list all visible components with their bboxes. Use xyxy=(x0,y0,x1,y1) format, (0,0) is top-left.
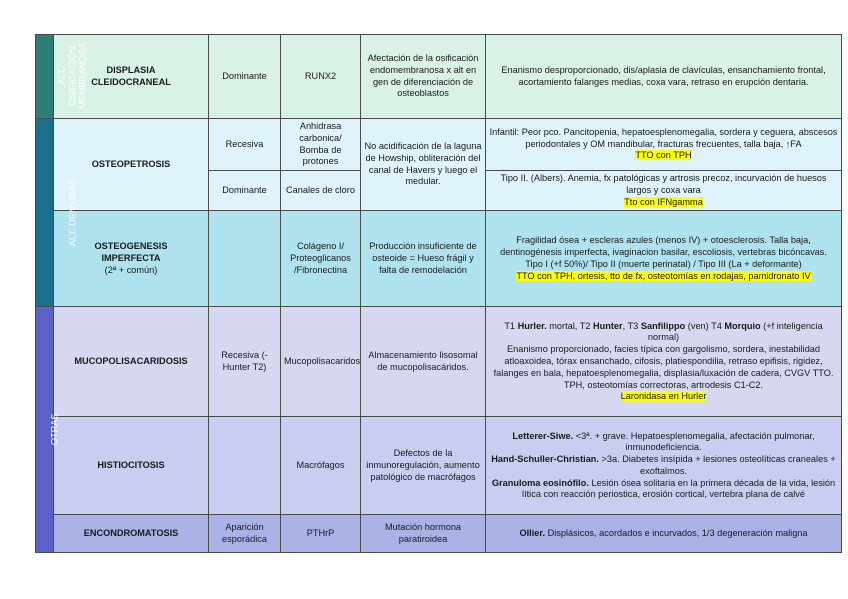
gene-histiocitosis: Macrófagos xyxy=(281,417,361,515)
mechanism-osteopetrosis: No acidificación de la laguna de Howship, obliteración del canal de Havers y luego el medular. xyxy=(361,119,486,211)
features-osteopetrosis-recesiva: Infantil: Peor pco. Pancitopenia, hepatoesplenomegalia, sordera y ceguera, abscesos periodontales y OM mandibular, fracturas frecuentes, talla baja, ↑FA TTO con TPH xyxy=(486,119,842,171)
row-osteopetrosis-recesiva xyxy=(36,119,842,171)
disease-name-encondromatosis: ENCONDROMATOSIS xyxy=(54,515,209,553)
gene-mps: Mucopolisacaridos xyxy=(281,307,361,417)
mechanism-oi: Producción insuficiente de osteoide = Hueso frágil y falta de remodelación xyxy=(361,211,486,307)
features-displasia: Enanismo desproporcionado, dis/aplasia de clavículas, ensanchamiento frontal, acortamiento falanges medias, coxa vara, retraso en erupción dentaria. xyxy=(486,35,842,119)
features-osteopetrosis-dominante: Tipo II. (Albers). Anemia, fx patológicas y artrosis precoz, incurvación de huesos largos y coxa vara Tto con IFNgamma xyxy=(486,171,842,211)
row-encondromatosis xyxy=(36,515,842,553)
row-osteogenesis-imperfecta xyxy=(36,211,842,307)
row-histiocitosis xyxy=(36,417,842,515)
inheritance-oi xyxy=(209,211,281,307)
disease-name-histiocitosis: HISTIOCITOSIS xyxy=(54,417,209,515)
gene-encondromatosis: PTHrP xyxy=(281,515,361,553)
gene-osteopetrosis-recesiva: Anhidrasa carbonica/ Bomba de protones xyxy=(281,119,361,171)
treatment-highlight-osteopetrosis-recesiva: TTO con TPH xyxy=(635,150,692,161)
group-label-osificacion: ALT. OSIFICACIÓN MEMBRANOSA xyxy=(36,35,54,119)
inheritance-mps: Recesiva (- Hunter T2) xyxy=(209,307,281,417)
disease-name-oi: OSTEOGENESIS IMPERFECTA (2ª + común) xyxy=(54,211,209,307)
treatment-highlight-osteopetrosis-dominante: Tto con IFNgamma xyxy=(624,196,703,207)
disease-name-osteopetrosis: OSTEOPETROSIS xyxy=(54,119,209,211)
inheritance-encondromatosis: Aparición esporádica xyxy=(209,515,281,553)
features-oi: Fragilidad ósea + escleras azules (menos IV) + otoesclerosis. Talla baja, dentinogénesis imperfecta, ivaginacion basilar, escoliosis, vertebras bicóncavas. Tipo I (+f 50%)/ Tipo II (muerte perinatal) / Tipo III (La + deformante) TTO con TPH, ortesis, tto de fx, osteotomías en rodajas, pamidronato IV xyxy=(486,211,842,307)
inheritance-osteopetrosis-dominante: Dominante xyxy=(209,171,281,211)
mechanism-encondromatosis: Mutación hormona paratiroidea xyxy=(361,515,486,553)
disease-name-mps: MUCOPOLISACARIDOSIS xyxy=(54,307,209,417)
mechanism-mps: Almacenamiento lisosomal de mucopolisacáridos. xyxy=(361,307,486,417)
disease-name-displasia: DISPLASIA CLEIDOCRANEAL xyxy=(54,35,209,119)
disease-table xyxy=(35,34,842,553)
row-mucopolisacaridosis xyxy=(36,307,842,417)
gene-oi: Colágeno I/ Proteoglicanos /Fibronectina xyxy=(281,211,361,307)
inheritance-histiocitosis xyxy=(209,417,281,515)
group-label-densidad: ALT. DENSIDAD xyxy=(36,119,54,307)
row-displasia xyxy=(36,35,842,119)
features-encondromatosis: Ollier. Displásicos, acordados e incurvados, 1/3 degeneración maligna xyxy=(486,515,842,553)
treatment-highlight-mps: Laronidasa en Hurler xyxy=(620,391,707,402)
features-mps: T1 Hurler. mortal, T2 Hunter, T3 Sanfilippo (ven) T4 Morquio (+f inteligencia normal) Enanismo proporcionado, facies típica con gargolismo, sordera, inestabilidad atloaxoidea, tórax ensanchado, cifosis, platiespondilia, retraso epifisis, rigidez, falanges en bala, hepatoesplenomegalia, displasia/luxación de cadera, CVGV TTO. TPH, osteotomías correctoras, artrodesis C1-C2. Laronidasa en Hurler xyxy=(486,307,842,417)
features-histiocitosis: Letterer-Siwe. <3ª. + grave. Hepatoesplenomegalia, afectación pulmonar, inmunodeficiencia. Hand-Schuller-Christian. >3a. Diabetes insípida + lesiones osteolíticas craneales + exoftalmos. Granuloma eosinófilo. Lesión ósea solitaria en la primera década de la vida, lesión lítica con reacción periostica, erosión cortical, vertebra plana de calvé xyxy=(486,417,842,515)
gene-osteopetrosis-dominante: Canales de cloro xyxy=(281,171,361,211)
group-label-otras: OTRAS xyxy=(36,307,54,553)
gene-displasia: RUNX2 xyxy=(281,35,361,119)
treatment-highlight-oi: TTO con TPH, ortesis, tto de fx, osteotomías en rodajas, pamidronato IV xyxy=(516,270,811,281)
mechanism-displasia: Afectación de la osificación endomembranosa x alt en gen de diferenciación de osteoblastos xyxy=(361,35,486,119)
mechanism-histiocitosis: Defectos de la inmunoregulación, aumento patológico de macrófagos xyxy=(361,417,486,515)
inheritance-displasia: Dominante xyxy=(209,35,281,119)
inheritance-osteopetrosis-recesiva: Recesiva xyxy=(209,119,281,171)
